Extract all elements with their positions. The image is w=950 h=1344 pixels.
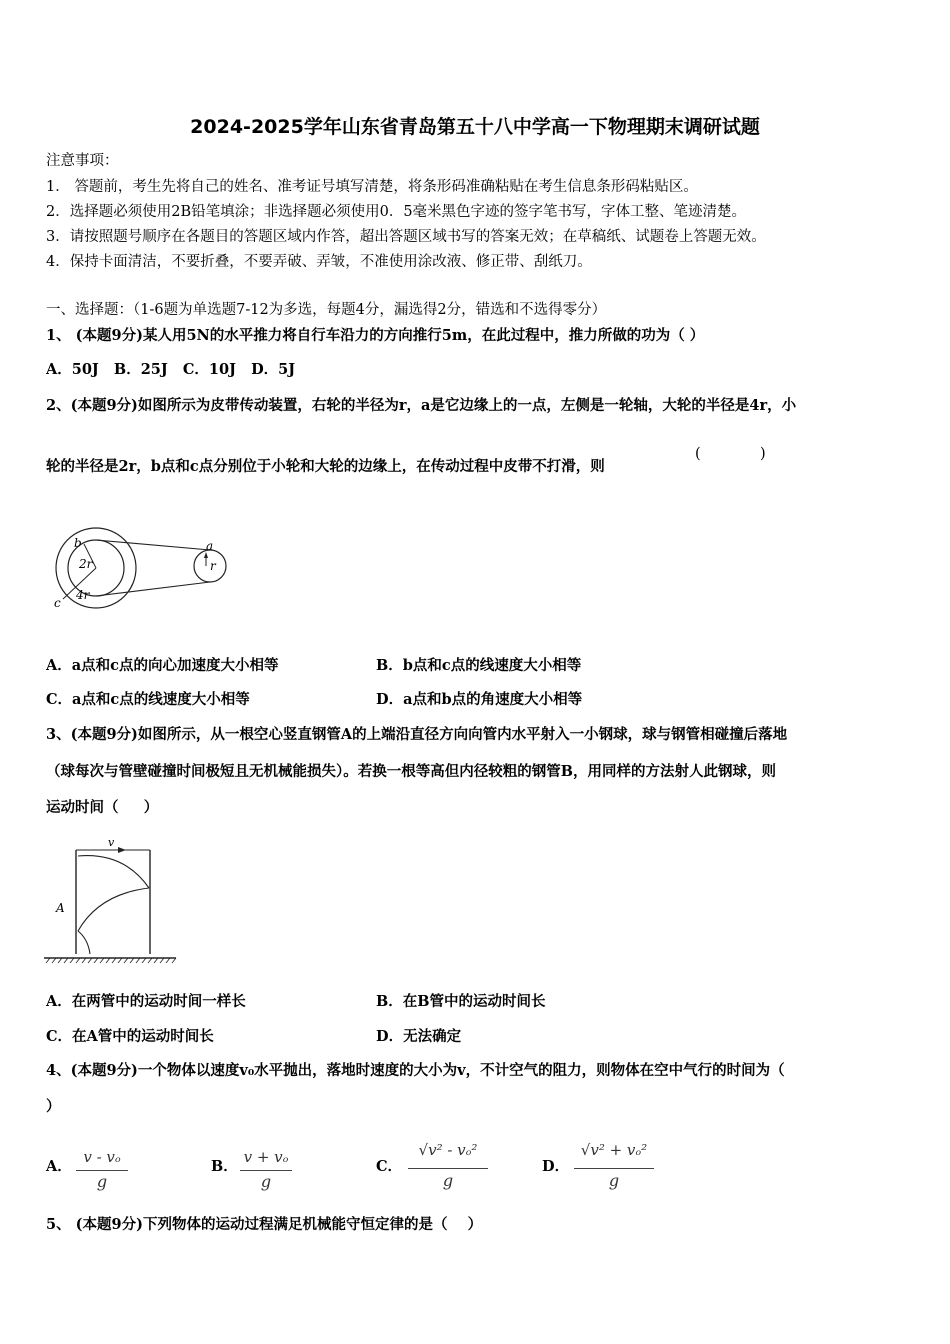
notice-item-3: 3．请按照题号顺序在各题目的答题区域内作答，超出答题区域书写的答案无效；在草稿纸、试题卷上答题无效。 xyxy=(46,229,766,245)
fraction-bar xyxy=(408,1168,488,1169)
label-b: b xyxy=(74,536,82,550)
velocity-arrow-head xyxy=(118,847,126,853)
section-heading: 一、选择题：（1-6题为单选题7-12为多选，每题4分，漏选得2分，错选和不选得零分） xyxy=(46,302,607,318)
question-4-option-c-formula xyxy=(408,1135,488,1195)
trajectory-3 xyxy=(78,931,90,954)
question-2-stem-line1: 2、(本题9分)如图所示为皮带传动装置，右轮的半径为r，a是它边缘上的一点，左侧是一轮轴，大轮的半径是4r，小 xyxy=(46,397,797,414)
question-2-paren-close: ) xyxy=(760,446,766,462)
question-2-stem-line2: 轮的半径是2r，b点和c点分别位于小轮和大轮的边缘上，在传动过程中皮带不打滑，则 xyxy=(46,458,605,475)
question-3-option-d: D．无法确定 xyxy=(376,1028,462,1045)
question-4-stem-line2: ） xyxy=(46,1098,61,1115)
steel-pipe-figure xyxy=(44,836,179,966)
formula-b-denominator: g xyxy=(260,1172,272,1191)
notice-heading: 注意事项： xyxy=(46,153,119,169)
formula-c-denominator: g xyxy=(442,1171,454,1190)
trajectory-1 xyxy=(78,856,149,888)
question-4-option-b-formula xyxy=(240,1148,292,1194)
question-4-option-c-label: C． xyxy=(376,1158,403,1175)
label-c: c xyxy=(54,596,61,610)
question-2-option-a: A．a点和c点的向心加速度大小相等 xyxy=(46,657,279,674)
belt-top xyxy=(96,540,210,550)
question-2-option-b: B．b点和c点的线速度大小相等 xyxy=(376,657,582,674)
question-1-options: A．50J B．25J C．10J D．5J xyxy=(46,361,296,378)
question-3-option-a: A．在两管中的运动时间一样长 xyxy=(46,993,246,1010)
label-A: A xyxy=(56,901,65,915)
question-5-stem: 5、 (本题9分)下列物体的运动过程满足机械能守恒定律的是（ ） xyxy=(46,1216,483,1233)
question-4-option-d-formula xyxy=(574,1135,654,1195)
formula-a-numerator: v - vₒ xyxy=(83,1148,121,1166)
label-r: r xyxy=(210,559,216,573)
label-2r: 2r xyxy=(79,557,93,571)
question-2-paren-open: ( xyxy=(695,446,701,462)
question-2-option-d: D．a点和b点的角速度大小相等 xyxy=(376,691,583,708)
fraction-bar xyxy=(240,1170,292,1171)
question-4-option-a-label: A． xyxy=(46,1158,72,1175)
formula-d-numerator: √v² + vₒ² xyxy=(580,1141,648,1159)
formula-a-denominator: g xyxy=(96,1172,108,1191)
notice-item-1: 1． 答题前，考生先将自己的姓名、准考证号填写清楚，将条形码准确粘贴在考生信息条形码粘贴区。 xyxy=(46,179,698,195)
question-3-stem-line3: 运动时间（ ） xyxy=(46,799,159,816)
question-4-option-b-label: B． xyxy=(211,1158,238,1175)
label-4r: 4r xyxy=(76,588,90,602)
question-3-option-b: B．在B管中的运动时间长 xyxy=(376,993,546,1010)
question-3-stem-line1: 3、(本题9分)如图所示，从一根空心竖直钢管A的上端沿直径方向向管内水平射入一小钢球，球与钢管相碰撞后落地 xyxy=(46,726,788,743)
question-4-option-a-formula xyxy=(76,1148,128,1194)
page-title: 2024-2025学年山东省青岛第五十八中学高一下物理期末调研试题 xyxy=(190,116,760,138)
question-3-stem-line2: （球每次与管壁碰撞时间极短且无机械能损失）。若换一根等高但内径较粗的钢管B，用同样的方法射人此钢球，则 xyxy=(46,763,777,780)
ground-hatching xyxy=(46,958,176,963)
question-4-option-d-label: D． xyxy=(542,1158,570,1175)
label-a: a xyxy=(206,539,214,553)
question-2-option-c: C．a点和c点的线速度大小相等 xyxy=(46,691,250,708)
formula-d-denominator: g xyxy=(608,1171,620,1190)
notice-item-2: 2．选择题必须使用2B铅笔填涂；非选择题必须使用0．5毫米黑色字迹的签字笔书写，字体工整、笔迹清楚。 xyxy=(46,204,747,220)
notice-item-4: 4．保持卡面清洁，不要折叠，不要弄破、弄皱，不准使用涂改液、修正带、刮纸刀。 xyxy=(46,254,592,270)
question-1-stem: 1、 (本题9分)某人用5N的水平推力将自行车沿力的方向推行5m，在此过程中，推力所做的功为（ ） xyxy=(46,327,705,344)
fraction-bar xyxy=(574,1168,654,1169)
belt-bottom xyxy=(96,582,210,596)
belt-drive-figure xyxy=(46,525,236,615)
question-3-option-c: C．在A管中的运动时间长 xyxy=(46,1028,214,1045)
fraction-bar xyxy=(76,1170,128,1171)
formula-c-numerator: √v² - vₒ² xyxy=(418,1141,478,1159)
formula-b-numerator: v + vₒ xyxy=(243,1148,289,1166)
question-4-stem-line1: 4、(本题9分)一个物体以速度v₀水平抛出，落地时速度的大小为v，不计空气的阻力，则物体在空中气行的时间为（ xyxy=(46,1062,785,1079)
trajectory-2 xyxy=(78,888,149,931)
label-v: v xyxy=(108,836,115,849)
